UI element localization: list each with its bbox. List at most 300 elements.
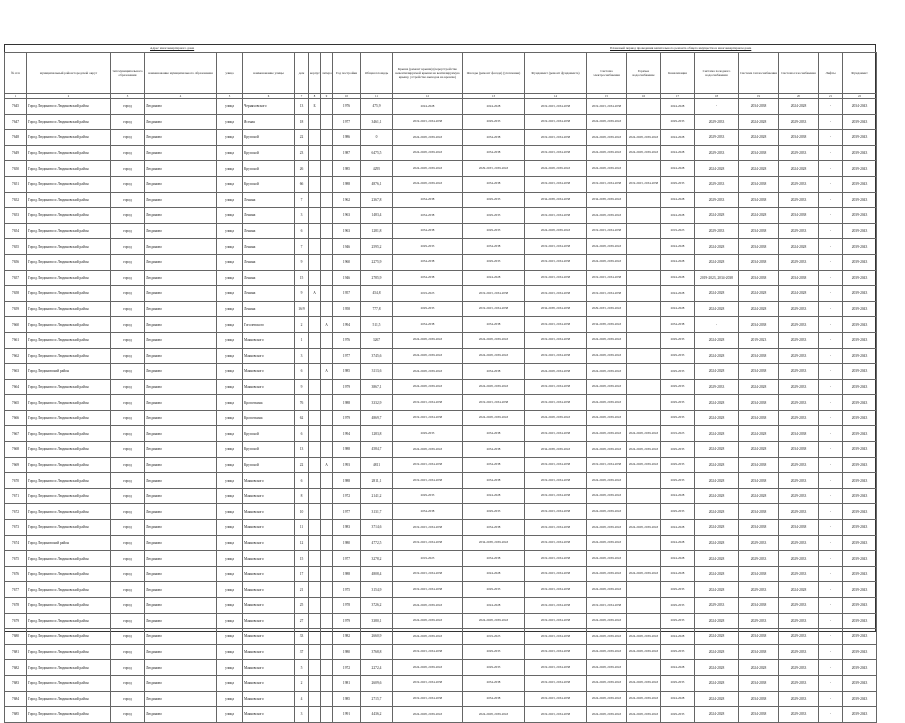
table-cell: 7675 [5,551,27,567]
table-cell: Ленина [243,192,295,208]
table-cell: Город Людиново и Людиновский район [27,442,111,458]
table-cell: 2024-2028 [661,629,695,645]
table-cell: улица [217,270,243,286]
table-cell: город [111,410,145,426]
table-cell: Маяковского [243,629,295,645]
column-number: 20 [779,94,819,99]
table-cell: А [321,457,333,473]
column-header: Система теплоснабжения [739,53,779,94]
table-row [5,675,877,691]
table-cell: 1988 [333,442,361,458]
table-cell: 2024-2028, 2039-2043 [627,566,661,582]
table-cell: 1988 [333,176,361,192]
table-cell: 2029-2033 [779,395,819,411]
table-cell: улица [217,114,243,130]
table-cell [321,644,333,660]
table-cell: 2019-2023, 2034-2038 [525,426,587,442]
table-cell: 2019-2023, 2034-2038 [525,488,587,504]
table-cell: город [111,551,145,567]
table-cell: 2029-2033 [661,598,695,614]
table-cell: улица [217,176,243,192]
table-cell: Людиново [145,332,217,348]
column-header: литера [321,53,333,94]
table-cell [627,348,661,364]
table-cell: город [111,473,145,489]
table-cell [309,551,321,567]
table-cell: 2019-2023, 2034-2038 [587,286,627,302]
table-cell: Людиново [145,535,217,551]
table-cell: 2024-2028 [695,348,739,364]
table-cell: - [819,114,843,130]
table-cell: 12 [295,535,309,551]
table-cell [321,239,333,255]
table-cell: Людиново [145,395,217,411]
table-cell: 2039-2043 [843,504,877,520]
table-cell: Людиново [145,99,217,115]
table-cell: 7667 [5,426,27,442]
table-cell [627,598,661,614]
table-cell: 2024-2028 [739,442,779,458]
table-cell: город [111,660,145,676]
table-cell: 2275,9 [361,254,393,270]
table-cell: улица [217,208,243,224]
table-cell: 2034-2038 [739,691,779,707]
table-cell: - [819,223,843,239]
table-cell: Маяковского [243,691,295,707]
table-cell [309,114,321,130]
table-cell: 9 [295,254,309,270]
table-cell: 2039-2043 [843,395,877,411]
table-cell: 2029-2033 [779,598,819,614]
table-cell: Людиново [145,192,217,208]
table-cell: 2019-2023, 2034-2038 [393,457,463,473]
table-cell: 2019-2023, 2034-2038 [525,644,587,660]
table-cell: Город Людиново и Людиновский район [27,473,111,489]
table-cell: Людиново [145,488,217,504]
table-cell: 2029-2033 [695,379,739,395]
table-cell [627,395,661,411]
table-cell [627,504,661,520]
table-row [5,582,877,598]
table-cell [627,473,661,489]
table-cell: 2029-2033 [661,473,695,489]
table-cell: 2034-2038 [739,223,779,239]
table-cell: 2019-2023, 2034-2038 [393,566,463,582]
table-cell [309,426,321,442]
table-cell: 2024-2028 [695,488,739,504]
table-cell: 2024-2028, 2039-2043 [463,410,525,426]
table-row [5,551,877,567]
table-cell: - [819,457,843,473]
column-header: корпус [309,53,321,94]
table-cell: 2029-2033 [661,114,695,130]
table-cell: 3745,6 [361,348,393,364]
table-cell: 1281,8 [361,223,393,239]
table-cell: - [819,270,843,286]
periods-group-header: Плановый период проведения капитального ремонта общего имущества в многоквартирном доме [610,46,752,50]
table-cell: 2029-2033 [779,707,819,723]
table-cell: 7673 [5,520,27,536]
column-header: наименование муниципального образования [145,53,217,94]
table-cell: Город Людиново и Людиновский район [27,707,111,723]
table-cell: 2595,2 [361,239,393,255]
table-cell: 2034-2038 [393,270,463,286]
table-cell: 2029-2033 [661,644,695,660]
table-cell: Людиново [145,379,217,395]
table-cell: Город Людиново и Людиновский район [27,239,111,255]
table-cell: 511,5 [361,317,393,333]
table-cell [627,410,661,426]
table-cell: 2029-2033 [779,644,819,660]
table-row [5,130,877,146]
table-cell: 1985 [333,364,361,380]
table-cell: 2034-2038, 2039-2043 [463,535,525,551]
table-row [5,504,877,520]
table-cell: Город Людиново и Людиновский район [27,332,111,348]
table-cell: - [819,644,843,660]
table-cell: улица [217,691,243,707]
table-cell: 2029-2033 [463,192,525,208]
table-row [5,566,877,582]
table-cell: 2029-2033 [779,675,819,691]
table-cell [321,535,333,551]
table-cell: 5 [295,660,309,676]
table-cell: 2039-2043 [843,192,877,208]
table-cell: 2034-2038 [661,317,695,333]
table-cell [321,348,333,364]
table-cell: 2029-2033 [661,582,695,598]
table-cell: 7662 [5,348,27,364]
table-cell: 2039-2043 [843,286,877,302]
table-cell: 2024-2028, 2039-2043 [587,348,627,364]
table-cell: 2024-2028, 2039-2043 [393,176,463,192]
table-cell: 7681 [5,644,27,660]
table-cell: 7674 [5,535,27,551]
table-cell: 2029-2033 [695,192,739,208]
table-cell: 2024-2028 [695,442,739,458]
table-cell: А [321,317,333,333]
table-cell: 7677 [5,582,27,598]
table-cell: 2024-2028, 2039-2043 [627,442,661,458]
table-cell: Город Людиново и Людиновский район [27,286,111,302]
table-cell: 7682 [5,660,27,676]
table-cell: - [819,488,843,504]
table-cell: 2715,7 [361,691,393,707]
table-cell [309,691,321,707]
table-cell: 2019-2023, 2034-2038 [627,176,661,192]
table-cell: город [111,348,145,364]
table-cell: Кропоткина [243,410,295,426]
table-cell: Людиново [145,442,217,458]
table-cell: 2019-2023, 2034-2038 [525,317,587,333]
table-cell: Крупской [243,130,295,146]
table-cell: 2024-2028 [661,254,695,270]
column-number: 21 [819,94,843,99]
table-cell: 2024-2028 [661,488,695,504]
table-cell: 2024-2028, 2039-2043 [627,426,661,442]
column-number: 4 [145,94,217,99]
address-group-header: Адрес многоквартирного дома [150,46,195,50]
table-cell: Город Людиново и Людиновский район [27,644,111,660]
table-cell: - [819,130,843,146]
table-row [5,613,877,629]
table-cell: 2024-2028 [779,286,819,302]
table-cell: 2029-2033 [661,364,695,380]
table-cell: 2039-2043 [843,566,877,582]
table-cell: 1962 [333,192,361,208]
table-cell: Маяковского [243,348,295,364]
table-cell: 2034-2038 [739,473,779,489]
table-cell: 7663 [5,364,27,380]
table-cell: 1975 [333,582,361,598]
table-cell: 1978 [333,598,361,614]
table-cell: 4436,2 [361,707,393,723]
table-cell: 6 [295,473,309,489]
table-cell: 2039-2043 [843,301,877,317]
table-cell: 2019-2023, 2034-2038 [393,520,463,536]
table-cell: город [111,114,145,130]
column-header: Система холодного водоснабжения [695,53,739,94]
table-cell: 2029-2033 [661,379,695,395]
table-cell: улица [217,286,243,302]
table-cell: город [111,488,145,504]
table-cell: Маяковского [243,535,295,551]
table-cell: Людиново [145,551,217,567]
table-cell: 2029-2033, 2039-2043 [587,301,627,317]
table-cell: 2024-2028 [661,239,695,255]
table-cell: Город Людиново и Людиновский район [27,582,111,598]
table-cell: Город Людиново и Людиновский район [27,504,111,520]
column-number: 22 [843,94,877,99]
table-cell: улица [217,582,243,598]
table-cell: 2024-2028 [695,644,739,660]
table-cell [627,317,661,333]
table-cell: - [695,317,739,333]
table-cell: 3154,9 [361,582,393,598]
column-header: Фасады (ремонт фасада) (утепление) [463,53,525,94]
table-cell: 2024-2028, 2039-2043 [587,208,627,224]
table-cell: 2034-2038 [463,551,525,567]
table-cell: 2024-2028, 2039-2043 [393,332,463,348]
table-cell: Людиново [145,426,217,442]
table-cell: 2024-2028 [661,301,695,317]
table-cell: Ленина [243,270,295,286]
table-cell: 2024-2028, 2039-2043 [587,410,627,426]
table-cell: Крупской [243,176,295,192]
table-cell: город [111,145,145,161]
table-cell: 2024-2028 [739,301,779,317]
table-cell [321,145,333,161]
table-cell [309,161,321,177]
table-cell: Маяковского [243,566,295,582]
table-row [5,598,877,614]
table-cell: 2029-2033 [695,176,739,192]
table-cell: 2024-2028, 2039-2043 [587,488,627,504]
table-cell [321,301,333,317]
table-cell: 2024-2028 [661,270,695,286]
table-cell: Крупской [243,457,295,473]
table-cell [309,520,321,536]
column-number: 16 [627,94,661,99]
table-cell: 2019-2023 [393,286,463,302]
table-cell: Маяковского [243,488,295,504]
table-cell: 2024-2028, 2039-2043 [587,161,627,177]
table-cell: 2609,6 [361,675,393,691]
column-number: 6 [243,94,295,99]
column-number: 9 [321,94,333,99]
table-cell: 2024-2028, 2039-2043 [587,566,627,582]
column-header: наименование улицы [243,53,295,94]
table-cell: 2029-2033 [463,208,525,224]
table-cell: 1994 [333,426,361,442]
column-number: 8 [309,94,321,99]
table-cell: 2024-2028, 2039-2043 [393,707,463,723]
table-cell: 2034-2038 [463,317,525,333]
table-cell: 2039-2043 [843,317,877,333]
table-cell: 2024-2028, 2039-2043 [587,426,627,442]
table-cell: 2024-2028 [695,364,739,380]
table-row [5,161,877,177]
table-cell: Город Людиново и Людиновский район [27,613,111,629]
table-cell [321,551,333,567]
table-cell: 2019-2023 [661,426,695,442]
table-cell [309,488,321,504]
table-cell: Город Людиново и Людиновский район [27,161,111,177]
table-cell: 1972 [333,660,361,676]
table-cell: 2034-2038 [463,691,525,707]
table-cell: улица [217,239,243,255]
table-cell: 2029-2033 [661,707,695,723]
table-cell: город [111,208,145,224]
column-header: Фундамент (ремонт фундамента) [525,53,587,94]
table-cell: 2019-2023, 2034-2038 [525,520,587,536]
table-cell: город [111,161,145,177]
table-cell: 2024-2028, 2039-2043 [587,520,627,536]
table-cell: 2019-2023, 2034-2038 [463,286,525,302]
table-cell: - [819,364,843,380]
column-header-row [5,53,877,94]
table-cell: 2039-2043 [843,348,877,364]
table-cell: 2024-2028, 2039-2043 [587,629,627,645]
table-cell: 2029-2033 [463,254,525,270]
table-cell: Город Людиново и Людиновский район [27,629,111,645]
table-cell: 2024-2028 [661,566,695,582]
table-cell [627,535,661,551]
table-cell: Город Людиново и Людиновский район [27,395,111,411]
table-cell: 7645 [5,99,27,115]
table-cell [309,504,321,520]
column-header: Горячее водоснабжение [627,53,661,94]
table-cell: 3461,1 [361,114,393,130]
table-cell: улица [217,223,243,239]
table-cell: 7652 [5,192,27,208]
table-cell: 2024-2028 [695,410,739,426]
table-cell: Город Людиново и Людиновский район [27,176,111,192]
table-cell: город [111,364,145,380]
table-cell: город [111,566,145,582]
table-row [5,99,877,115]
table-cell: Ленина [243,223,295,239]
table-cell: 2029-2033 [463,223,525,239]
table-cell: 2034-2038 [463,130,525,146]
table-cell: Людиново [145,457,217,473]
table-cell: 4869,7 [361,410,393,426]
table-cell: 1963 [333,223,361,239]
table-cell: 2019-2023, 2034-2038 [525,629,587,645]
table-cell: 2029-2033 [661,395,695,411]
table-cell: Город Людиново и Людиновский район [27,488,111,504]
table-cell: Людиново [145,660,217,676]
table-cell [309,192,321,208]
table-cell: 2029-2033 [393,488,463,504]
table-cell [627,223,661,239]
column-number: 10 [333,94,361,99]
table-row [5,332,877,348]
table-cell: 2019-2023 [463,629,525,645]
table-cell: Маяковского [243,660,295,676]
table-cell: 2029-2033 [463,582,525,598]
table-cell: 2029-2033 [393,426,463,442]
table-cell: Ленина [243,254,295,270]
column-number: 18 [695,94,739,99]
table-cell: улица [217,332,243,348]
table-cell: 2024-2028, 2039-2043 [627,457,661,473]
table-cell: 2034-2038 [739,520,779,536]
table-cell: 9 [295,286,309,302]
table-row [5,223,877,239]
table-cell: улица [217,644,243,660]
table-cell: 1994 [333,317,361,333]
table-cell: 7655 [5,239,27,255]
column-header: улица [217,53,243,94]
table-cell: 1976 [333,332,361,348]
table-cell: - [819,254,843,270]
table-cell: 4295 [361,161,393,177]
table-cell: 2019-2023, 2034-2038 [525,145,587,161]
table-cell [321,473,333,489]
table-cell: 4584,7 [361,442,393,458]
column-header: Крыша (ремонт крыши) (переустройство невентилируемой крыши на вентилируемую крышу, устройство выходов на кровлю) [393,53,463,94]
table-cell: 2141,2 [361,488,393,504]
table-cell: 2039-2043 [843,145,877,161]
table-cell [321,410,333,426]
table-cell: Маяковского [243,582,295,598]
table-cell [309,208,321,224]
table-cell: улица [217,566,243,582]
table-cell: Людиново [145,301,217,317]
table-cell: - [819,426,843,442]
table-cell: 2024-2028, 2039-2043 [587,504,627,520]
table-cell: 7656 [5,254,27,270]
table-cell [309,598,321,614]
table-cell: 2034-2038 [739,192,779,208]
table-cell: 2034-2038 [739,99,779,115]
table-cell: 2024-2028 [739,130,779,146]
table-cell: - [819,629,843,645]
table-cell [321,675,333,691]
table-cell: 13 [295,442,309,458]
table-cell: Город Людиново и Людиновский район [27,551,111,567]
table-cell: 2019-2023, 2034-2038 [587,598,627,614]
table-cell: 2029-2033 [779,660,819,676]
table-cell: Город Людиново и Людиновский район [27,410,111,426]
table-cell: 2029-2033 [463,114,525,130]
table-cell: 2024-2028 [739,208,779,224]
table-cell: 2 [295,675,309,691]
table-row [5,707,877,723]
table-cell: 7658 [5,286,27,302]
table-cell [627,488,661,504]
